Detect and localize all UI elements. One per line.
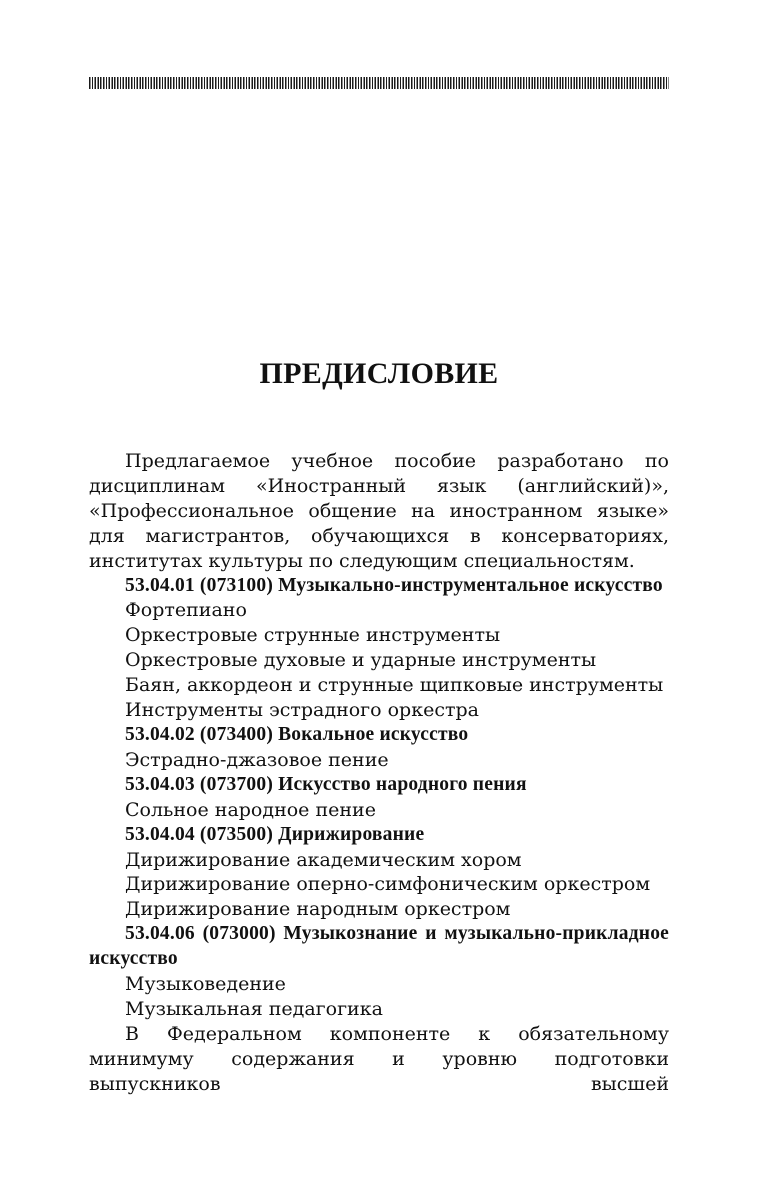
- specialty-item: Сольное народное пение: [125, 798, 376, 821]
- intro-paragraph: Предлагаемое учебное пособие разработано по дисциплинам «Иностранный язык (английский)», «Профессиональное общение на иностранном языке» для магистрантов, обучающихся в консерваториях, институтах культуры по следующим специальностям.: [89, 450, 669, 572]
- specialty-item: Эстрадно-джазовое пение: [125, 748, 389, 771]
- specialty-item: Баян, аккордеон и струнные щипковые инструменты: [125, 674, 664, 697]
- specialty-item: Дирижирование народным оркестром: [125, 898, 511, 921]
- specialty-item: Инструменты эстрадного оркестра: [125, 699, 479, 722]
- specialty-heading: 53.04.01 (073100) Музыкально-инструментальное искусство: [125, 574, 663, 596]
- specialty-heading: 53.04.02 (073400) Вокальное искусство: [125, 723, 469, 745]
- specialty-heading: 53.04.03 (073700) Искусство народного пения: [125, 773, 527, 795]
- specialty-item: Музыкальная педагогика: [125, 997, 383, 1020]
- specialty-item: Оркестровые духовые и ударные инструменты: [125, 649, 597, 672]
- specialty-item: Оркестровые струнные инструменты: [125, 624, 501, 647]
- specialty-item: Дирижирование академическим хором: [125, 848, 522, 871]
- specialty-heading: 53.04.06 (073000) Музыкознание и музыкально-прикладное искусство: [89, 923, 669, 970]
- specialty-item: Дирижирование оперно-симфоническим оркестром: [125, 873, 651, 896]
- specialty-item: Фортепиано: [125, 599, 247, 622]
- preface-text: [89, 449, 669, 1097]
- page-title: ПРЕДИСЛОВИЕ: [259, 357, 499, 390]
- top-decorative-rule: [89, 77, 669, 89]
- closing-paragraph: В Федеральном компоненте к обязательному минимуму содержания и уровню подготовки выпускников высшей: [89, 1022, 669, 1095]
- specialty-heading: 53.04.04 (073500) Дирижирование: [125, 823, 425, 845]
- specialty-item: Музыковедение: [125, 973, 286, 996]
